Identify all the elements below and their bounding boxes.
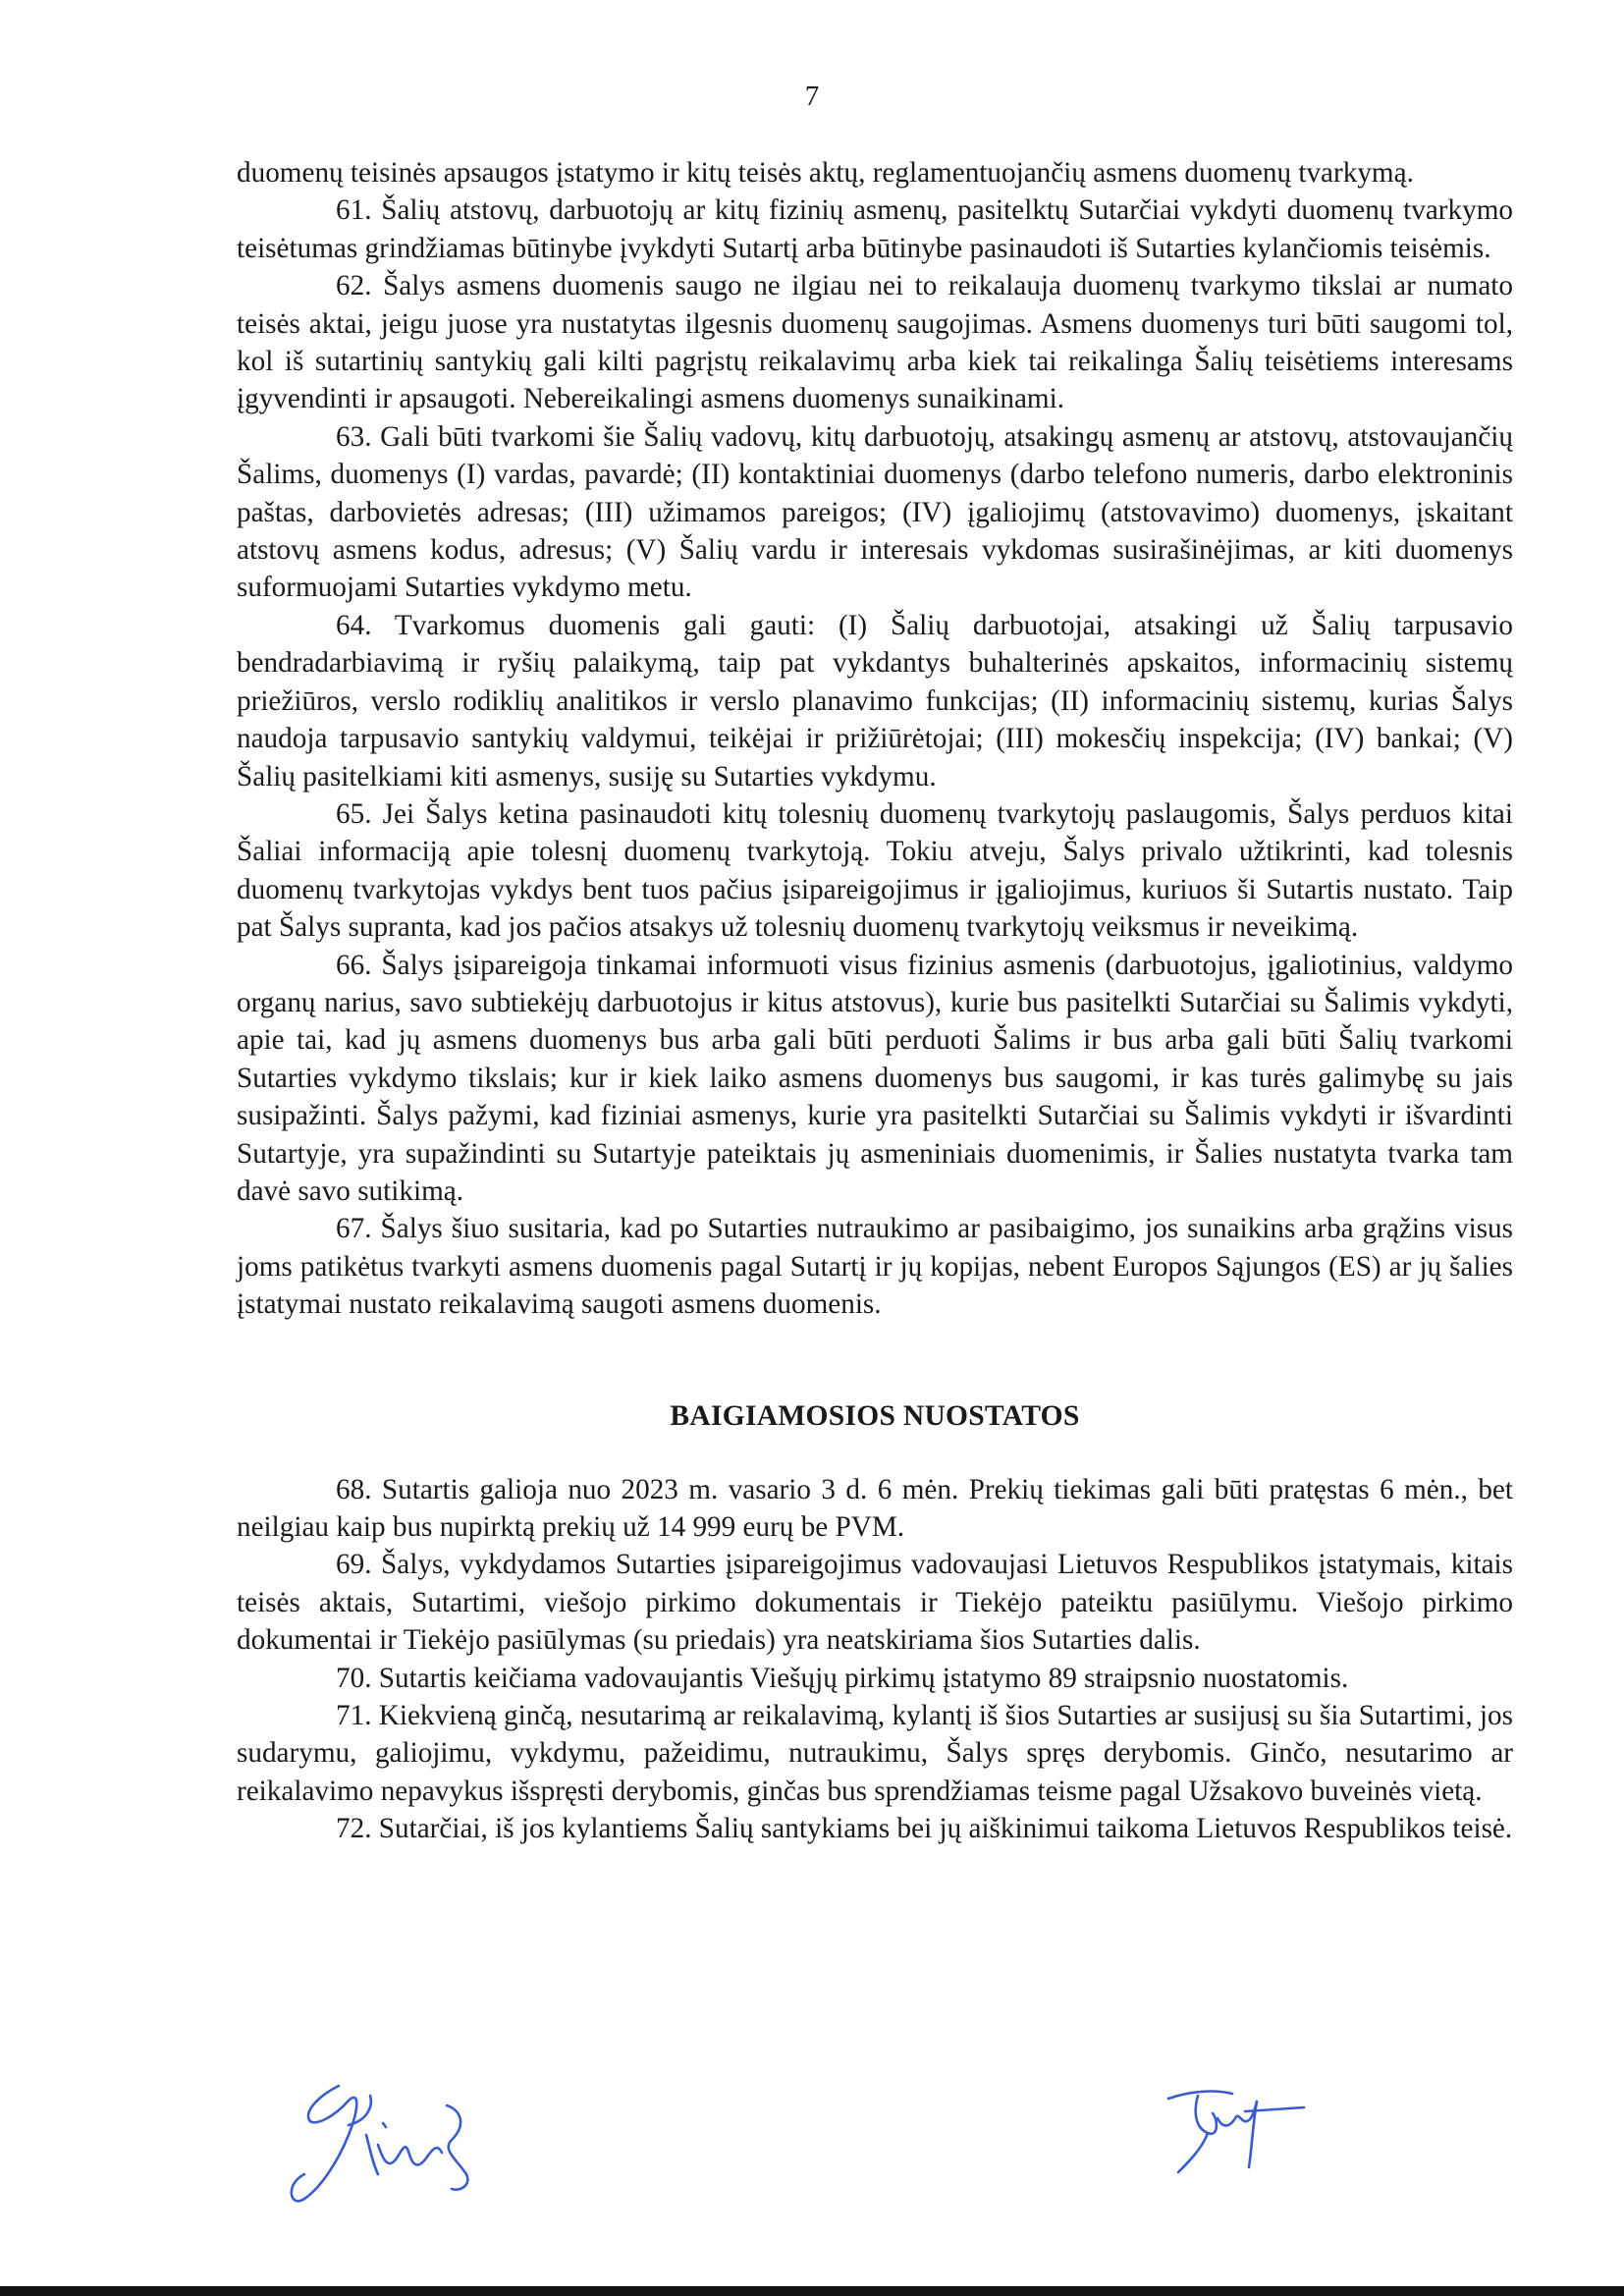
paragraph-72: 72. Sutarčiai, iš jos kylantiems Šalių santykiams bei jų aiškinimui taikoma Lietuvos Respublikos teisė. bbox=[336, 1813, 1513, 1845]
paragraph-68: 68. Sutartis galioja nuo 2023 m. vasario 3 d. 6 mėn. Prekių tiekimas gali būti pratęstas 6 mėn., bet neilgiau kaip bus nupirktą prekių už 14 999 eurų be PVM. bbox=[237, 1473, 1513, 1543]
paragraph-continuation: duomenų teisinės apsaugos įstatymo ir kitų teisės aktų, reglamentuojančių asmens duomenų tvarkymą. bbox=[237, 157, 1414, 189]
document-body bbox=[237, 154, 1513, 1848]
paragraph-64: 64. Tvarkomus duomenis gali gauti: (I) Šalių darbuotojai, atsakingi už Šalių tarpusavio bendradarbiavimą ir ryšių palaikymą, taip pat vykdantys buhalterinės apskaitos, informacinių sistemų priežiūros, verslo rodiklių analitikos ir verslo planavimo funkcijas; (II) informacinių sistemų, kurias Šalys naudoja tarpusavio santykių valdymui, teikėjai ir prižiūrėtojai; (III) mokesčių inspekcija; (IV) bankai; (V) Šalių pasitelkiami kiti asmenys, susiję su Sutarties vykdymu. bbox=[237, 609, 1513, 793]
paragraph-62: 62. Šalys asmens duomenis saugo ne ilgiau nei to reikalauja duomenų tvarkymo tikslai ar numato teisės aktai, jeigu juose yra nustatytas ilgesnis duomenų saugojimas. Asmens duomenys turi būti saugomi tol, kol iš sutartinių santykių gali kilti pagrįstų reikalavimų arba kiek tai reikalinga Šalių teisėtiems interesams įgyvendinti ir apsaugoti. Nebereikalingi asmens duomenys sunaikinami. bbox=[237, 270, 1513, 415]
paragraph-63: 63. Gali būti tvarkomi šie Šalių vadovų, kitų darbuotojų, atsakingų asmenų ar atstovų, atstovaujančių Šalims, duomenys (I) vardas, pavardė; (II) kontaktiniai duomenys (darbo telefono numeris, darbo elektroninis paštas, darbovietės adresas; (III) užimamos pareigos; (IV) įgaliojimų (atstovavimo) duomenys, įskaitant atstovų asmens kodus, adresus; (V) Šalių vardu ir interesais vykdomas susirašinėjimas, ar kiti duomenys suformuojami Sutarties vykdymo metu. bbox=[237, 420, 1513, 604]
paragraph-67: 67. Šalys šiuo susitaria, kad po Sutarties nutraukimo ar pasibaigimo, jos sunaikins arba grąžins visus joms patikėtus tvarkyti asmens duomenis pagal Sutartį ir jų kopijas, nebent Europos Sąjungos (ES) ar jų šalies įstatymai nustato reikalavimą saugoti asmens duomenis. bbox=[237, 1213, 1513, 1321]
page-number: 7 bbox=[804, 81, 820, 112]
paragraph-65: 65. Jei Šalys ketina pasinaudoti kitų tolesnių duomenų tvarkytojų paslaugomis, Šalys perduos kitai Šaliai informaciją apie tolesnį duomenų tvarkytoją. Tokiu atveju, Šalys privalo užtikrinti, kad tolesnis duomenų tvarkytojas vykdys bent tuos pačius įsipareigojimus ir įgaliojimus, kuriuos ši Sutartis nustato. Taip pat Šalys supranta, kad jos pačios atsakys už tolesnių duomenų tvarkytojų veiksmus ir neveikimą. bbox=[237, 797, 1513, 944]
paragraph-70: 70. Sutartis keičiama vadovaujantis Viešųjų pirkimų įstatymo 89 straipsnio nuostatomis. bbox=[336, 1662, 1349, 1694]
signature-left bbox=[280, 2066, 486, 2214]
paragraph-71: 71. Kiekvieną ginčą, nesutarimą ar reikalavimą, kylantį iš šios Sutarties ar susijusį su šia Sutartimi, jos sudarymu, galiojimu, vykdymu, pažeidimu, nutraukimu, Šalys spręs derybomis. Ginčo, nesutarimo ar reikalavimo nepavykus išspręsti derybomis, ginčas bus sprendžiamas teisme pagal Užsakovo buveinės vietą. bbox=[237, 1700, 1513, 1807]
signature-right bbox=[1159, 2074, 1306, 2182]
paragraph-69: 69. Šalys, vykdydamos Sutarties įsipareigojimus vadovaujasi Lietuvos Respublikos įstatymais, kitais teisės aktais, Sutartimi, viešojo pirkimo dokumentais ir Tiekėjo pateiktu pasiūlymu. Viešojo pirkimo dokumentai ir Tiekėjo pasiūlymas (su priedais) yra neatskiriama šios Sutarties dalis. bbox=[237, 1549, 1513, 1657]
paragraph-61: 61. Šalių atstovų, darbuotojų ar kitų fizinių asmenų, pasitelktų Sutarčiai vykdyti duomenų tvarkymo teisėtumas grindžiamas būtinybe įvykdyti Sutartį arba būtinybe pasinaudoti iš Sutarties kylančiomis teisėmis. bbox=[237, 194, 1513, 264]
scan-edge-bar bbox=[0, 2286, 1624, 2296]
section-heading: BAIGIAMOSIOS NUOSTATOS bbox=[670, 1399, 1080, 1432]
paragraph-66: 66. Šalys įsipareigoja tinkamai informuoti visus fizinius asmenis (darbuotojus, įgaliotinius, valdymo organų narius, savo subtiekėjų darbuotojus ir kitus atstovus), kurie bus pasitelkti Sutarčiai su Šalimis vykdyti, apie tai, kad jų asmens duomenys bus arba gali būti perduoti Šalims ir bus arba gali būti Šalių tvarkomi Sutarties vykdymo tikslais; kur ir kiek laiko asmens duomenys bus saugomi, ir kas turės galimybę su jais susipažinti. Šalys pažymi, kad fiziniai asmenys, kurie yra pasitelkti Sutarčiai su Šalimis vykdyti ir išvardinti Sutartyje, yra supažindinti su Sutartyje pateiktais jų asmeniniais duomenimis, ir Šalies nustatyta tvarka tam davė savo sutikimą. bbox=[237, 949, 1513, 1207]
